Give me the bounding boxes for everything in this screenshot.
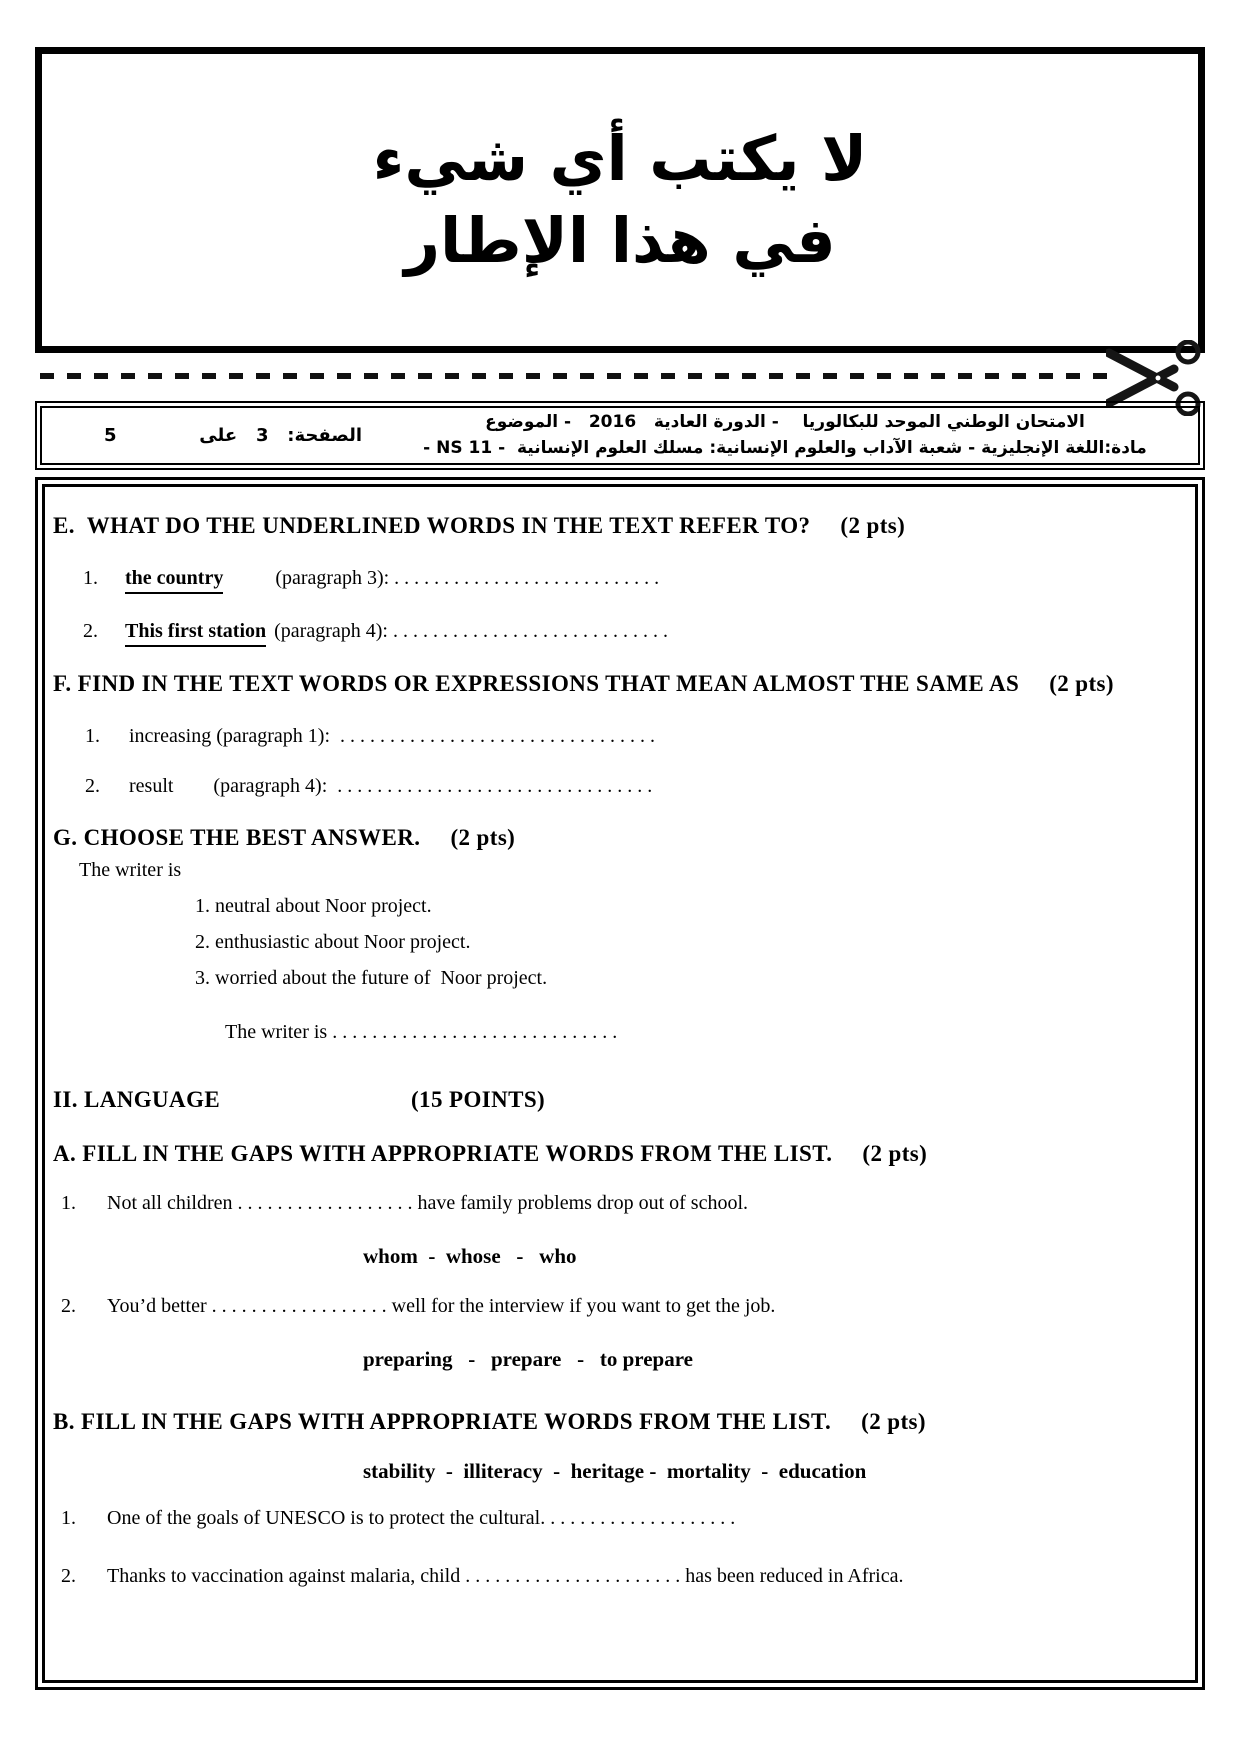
- question-e2-term: This first station: [125, 618, 266, 647]
- section-e-points: (2 pts): [840, 513, 906, 538]
- section-g-option-2: 2. enthusiastic about Noor project.: [195, 930, 471, 953]
- question-b2: [53, 1563, 1185, 1589]
- question-f2-number: 2.: [85, 774, 100, 797]
- language-part-title: II. LANGUAGE: [53, 1086, 221, 1112]
- cut-dashed-line: [40, 373, 1118, 379]
- section-b-points: (2 pts): [861, 1409, 926, 1435]
- question-f2-text: result (paragraph 4): . . . . . . . . . . . . . . . . . . . . . . . . . . . . . . . .: [129, 774, 653, 797]
- language-part-heading: [53, 1085, 1185, 1115]
- page-number-label: الصفحة: 3 على: [199, 425, 362, 446]
- page-number-total: 5: [104, 425, 117, 446]
- question-a1-text: Not all children . . . . . . . . . . . . . . . . . . have family problems drop out of school.: [107, 1192, 749, 1215]
- language-part-points: (15 POINTS): [411, 1086, 546, 1112]
- question-e1-term: the country: [125, 565, 223, 594]
- question-b2-text: Thanks to vaccination against malaria, child . . . . . . . . . . . . . . . . . . . . . . has been reduced in Africa.: [107, 1565, 904, 1588]
- section-b-heading: [53, 1407, 1185, 1437]
- exam-info-block: [372, 410, 1198, 461]
- question-e1-number: 1.: [83, 566, 98, 589]
- exam-info-line1: الامتحان الوطني الموحد للبكالوريا - الدورة العادية 2016 - الموضوع: [485, 412, 1085, 432]
- question-a2-number: 2.: [61, 1294, 76, 1317]
- question-a2-text: You’d better . . . . . . . . . . . . . . . . . . well for the interview if you want to get the job.: [107, 1294, 776, 1317]
- question-e2-number: 2.: [83, 619, 98, 642]
- question-f2: [53, 773, 1185, 799]
- question-e2: [53, 618, 1185, 647]
- question-f1-number: 1.: [85, 724, 100, 747]
- section-g-answer-dots: The writer is . . . . . . . . . . . . . . . . . . . . . . . . . . . . .: [225, 1020, 618, 1043]
- section-a-heading: [53, 1139, 1185, 1169]
- exam-info-line2: مادة:اللغة الإنجليزية - شعبة الآداب والعلوم الإنسانية: مسلك العلوم الإنسانية - NS 11 -: [423, 437, 1147, 458]
- question-b1-text: One of the goals of UNESCO is to protect the cultural. . . . . . . . . . . . . . . . . . . .: [107, 1507, 736, 1530]
- no-write-line2: في هذا الإطار: [404, 204, 836, 277]
- question-f1: [53, 723, 1185, 749]
- question-e2-answer-dots: (paragraph 4): . . . . . . . . . . . . . . . . . . . . . . . . . . . .: [274, 619, 668, 642]
- section-b-title: B. FILL IN THE GAPS WITH APPROPRIATE WORDS FROM THE LIST.: [53, 1409, 832, 1435]
- section-g-option-1: 1. neutral about Noor project.: [195, 894, 432, 917]
- section-e-heading: [53, 511, 1185, 541]
- page-number-cell: [42, 425, 372, 446]
- section-a-title: A. FILL IN THE GAPS WITH APPROPRIATE WORDS FROM THE LIST.: [53, 1140, 833, 1166]
- section-f-points: (2 pts): [1049, 670, 1114, 696]
- section-e-title: E. WHAT DO THE UNDERLINED WORDS IN THE TEXT REFER TO?: [53, 513, 811, 538]
- section-g-lead: The writer is: [79, 858, 182, 881]
- section-g-option-3: 3. worried about the future of Noor project.: [195, 966, 548, 989]
- question-a1: [53, 1190, 1185, 1216]
- section-f-heading: [53, 669, 1185, 699]
- question-f1-text: increasing (paragraph 1): . . . . . . . . . . . . . . . . . . . . . . . . . . . . . . . .: [129, 724, 656, 747]
- no-write-line1: لا يكتب أي شيء: [372, 122, 868, 196]
- section-a-points: (2 pts): [862, 1140, 928, 1166]
- section-b-word-list: stability - illiteracy - heritage - mortality - education: [363, 1458, 867, 1483]
- question-a1-number: 1.: [61, 1192, 76, 1215]
- section-g-title: G. CHOOSE THE BEST ANSWER.: [53, 824, 421, 850]
- section-a-word-list-2: preparing - prepare - to prepare: [363, 1346, 693, 1371]
- section-g-points: (2 pts): [450, 824, 516, 850]
- question-e1-answer-dots: (paragraph 3): . . . . . . . . . . . . . . . . . . . . . . . . . . .: [275, 566, 660, 589]
- question-b1-number: 1.: [61, 1507, 76, 1530]
- no-write-frame: [35, 47, 1205, 353]
- question-a2: [53, 1293, 1185, 1319]
- section-a-word-list-1: whom - whose - who: [363, 1244, 577, 1269]
- question-b2-number: 2.: [61, 1565, 76, 1588]
- section-g-heading: [53, 823, 1185, 853]
- section-f-title: F. FIND IN THE TEXT WORDS OR EXPRESSIONS THAT MEAN ALMOST THE SAME AS: [53, 670, 1020, 696]
- question-e1: [53, 565, 1185, 594]
- exam-header: [35, 401, 1205, 470]
- question-b1: [53, 1505, 1185, 1531]
- questions-panel: [35, 477, 1205, 1690]
